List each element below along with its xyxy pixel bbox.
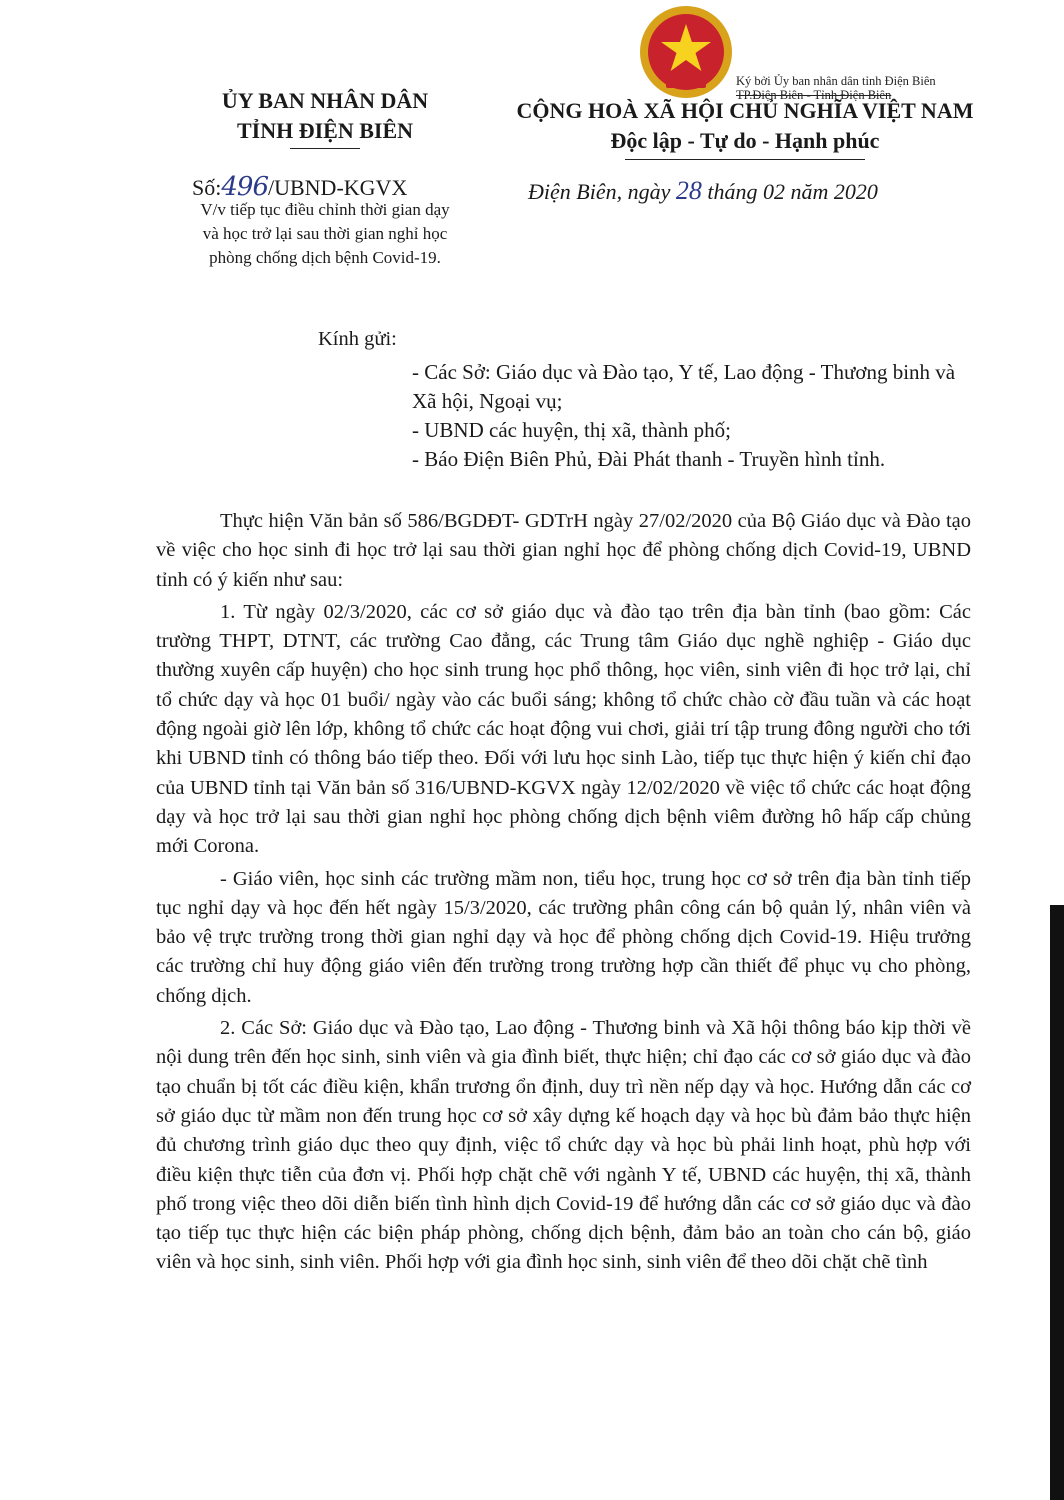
national-emblem-icon xyxy=(636,2,736,102)
document-subject xyxy=(160,198,490,270)
agency-underline xyxy=(290,148,360,149)
agency-line-1: ỦY BAN NHÂN DÂN xyxy=(221,88,429,113)
subject-line: V/v tiếp tục điều chỉnh thời gian dạy xyxy=(200,200,450,219)
nation-motto: Độc lập - Tự do - Hạnh phúc xyxy=(610,128,880,153)
subject-line: và học trở lại sau thời gian nghỉ học xyxy=(202,224,448,243)
body-paragraph: Thực hiện Văn bản số 586/BGDĐT- GDTrH ngày 27/02/2020 của Bộ Giáo dục và Đào tạo về việc cho học sinh đi học trở lại sau thời gian nghỉ học để phòng chống dịch Covid-19, UBND tỉnh có ý kiến như sau: xyxy=(156,510,971,591)
handwritten-day: 28 xyxy=(675,176,702,205)
nation-name: CỘNG HOÀ XÃ HỘI CHỦ NGHĨA VIỆT NAM xyxy=(516,98,974,123)
subject-line: phòng chống dịch bệnh Covid-19. xyxy=(209,248,441,267)
recipient-item: - Các Sở: Giáo dục và Đào tạo, Y tế, Lao động - Thương binh và Xã hội, Ngoại vụ; xyxy=(412,360,956,413)
body-paragraph: 1. Từ ngày 02/3/2020, các cơ sở giáo dục và đào tạo trên địa bàn tỉnh (bao gồm: Các trường THPT, DTNT, các trường Cao đẳng, các Trung tâm Giáo dục nghề nghiệp - Giáo dục thường xuyên cấp huyện) cho học sinh trung học phổ thông, học viên, sinh viên đi học trở lại, chỉ tổ chức dạy và học 01 buổi/ ngày vào các buổi sáng; không tổ chức chào cờ đầu tuần và các hoạt động ngoài giờ lên lớp, không tổ chức các hoạt động vui chơi, giải trí tập trung đông người cho tới khi UBND tỉnh có thông báo tiếp theo. Đối với lưu học sinh Lào, tiếp tục thực hiện ý kiến chỉ đạo của UBND tỉnh tại Văn bản số 316/UBND-KGVX ngày 12/02/2020 về việc tổ chức các hoạt động dạy và học trở lại sau thời gian nghỉ học phòng chống dịch bệnh viêm đường hô hấp cấp chủng mới Corona. xyxy=(156,600,971,858)
document-date: Điện Biên, ngày 28 tháng 02 năm 2020 xyxy=(528,176,878,205)
recipient-list xyxy=(412,358,977,474)
issuing-agency xyxy=(190,86,460,149)
document-body xyxy=(156,507,971,1281)
signature-line-1: Ký bởi Ủy ban nhân dân tỉnh Điện Biên xyxy=(736,74,936,88)
scan-edge-shadow xyxy=(1050,905,1064,1500)
signature-line-2: TP.Điện Biên - Tỉnh Điện Biên xyxy=(736,88,892,102)
motto-underline xyxy=(625,159,865,160)
salutation: Kính gửi: xyxy=(318,328,397,350)
body-paragraph: - Giáo viên, học sinh các trường mầm non, tiểu học, trung học cơ sở trên địa bàn tỉnh tiếp tục nghỉ dạy và học đến hết ngày 15/3/2020, các trường phân công cán bộ quản lý, nhân viên và bảo vệ trực trường trong thời gian nghỉ dạy và học để phòng chống dịch Covid-19. Hiệu trưởng các trường chỉ huy động giáo viên đến trường trong trường hợp cần thiết để phục vụ cho phòng, chống dịch. xyxy=(156,867,971,1007)
document-number: Số:496/UBND-KGVX xyxy=(192,172,408,202)
body-paragraph: 2. Các Sở: Giáo dục và Đào tạo, Lao động - Thương binh và Xã hội thông báo kịp thời về nội dung trên đến học sinh, sinh viên và gia đình biết, thực hiện; chỉ đạo các cơ sở giáo dục và đào tạo chuẩn bị tốt các điều kiện, khẩn trương ổn định, duy trì nền nếp dạy và học. Hướng dẫn các cơ sở giáo dục từ mầm non đến trung học cơ sở xây dựng kế hoạch dạy và học bù đảm bảo thực hiện đủ chương trình giáo dục theo quy định, việc tổ chức dạy và học bù phải linh hoạt, phù hợp với điều kiện thực tiễn của đơn vị. Phối hợp chặt chẽ với ngành Y tế, UBND các huyện, thị xã, thành phố trong việc theo dõi diễn biến tình hình dịch Covid-19 để hướng dẫn các cơ sở giáo dục và đào tạo tiếp tục thực hiện các biện pháp phòng, chống dịch bệnh, đảm bảo an toàn cho cán bộ, giáo viên và học sinh, sinh viên. Phối hợp với gia đình học sinh, sinh viên để theo dõi chặt chẽ tình xyxy=(156,1017,971,1274)
recipient-item: - UBND các huyện, thị xã, thành phố; xyxy=(412,418,732,442)
handwritten-number: 496 xyxy=(221,172,268,202)
recipient-item: - Báo Điện Biên Phủ, Đài Phát thanh - Truyền hình tỉnh. xyxy=(412,447,886,471)
agency-line-2: TỈNH ĐIỆN BIÊN xyxy=(236,118,414,143)
national-title xyxy=(505,96,985,160)
